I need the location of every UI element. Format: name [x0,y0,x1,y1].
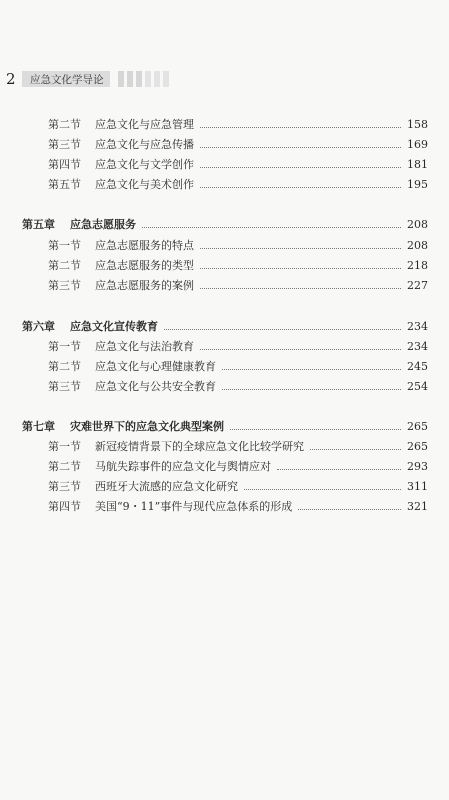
section-title: 应急文化与法治教育 [95,340,194,353]
section-title: 应急文化与美术创作 [95,178,194,191]
toc-section-entry[interactable] [48,458,428,474]
section-title: 应急文化与文学创作 [95,158,194,171]
page-reference: 218 [407,259,428,272]
page-reference: 265 [407,440,428,453]
page-reference: 321 [407,500,428,513]
section-title: 应急志愿服务的案例 [95,279,194,292]
section-number: 第三节 [48,380,81,393]
chapter-number: 第五章 [22,218,55,231]
section-title: 应急文化与应急传播 [95,138,194,151]
toc-section-entry[interactable] [48,478,428,494]
page-reference: 158 [407,118,428,131]
chapter-title: 应急文化宣传教育 [70,320,158,333]
section-number: 第一节 [48,239,81,252]
chapter-title: 灾难世界下的应急文化典型案例 [70,420,224,433]
dot-leader [244,489,401,490]
toc-section-entry[interactable] [48,116,428,132]
page-reference: 169 [407,138,428,151]
section-number: 第四节 [48,500,81,513]
dot-leader [200,268,401,269]
section-title: 新冠疫情背景下的全球应急文化比较学研究 [95,440,304,453]
page-reference: 208 [407,239,428,252]
dot-leader [200,147,401,148]
section-number: 第二节 [48,259,81,272]
toc-section-entry[interactable] [48,257,428,273]
page-reference: 181 [407,158,428,171]
section-number: 第三节 [48,480,81,493]
toc-section-entry[interactable] [48,176,428,192]
dot-leader [200,349,401,350]
header-decoration [118,71,172,87]
toc-section-entry[interactable] [48,277,428,293]
toc-section-entry[interactable] [48,237,428,253]
chapter-number: 第七章 [22,420,55,433]
running-header [6,70,172,88]
section-number: 第一节 [48,340,81,353]
section-title: 马航失踪事件的应急文化与舆情应对 [95,460,271,473]
section-title: 应急志愿服务的类型 [95,259,194,272]
toc-chapter-entry[interactable] [22,216,428,232]
section-title: 应急文化与应急管理 [95,118,194,131]
section-number: 第二节 [48,118,81,131]
dot-leader [310,449,401,450]
section-title: 西班牙大流感的应急文化研究 [95,480,238,493]
dot-leader [200,167,401,168]
section-number: 第三节 [48,279,81,292]
page-reference: 265 [407,420,428,433]
section-number: 第五节 [48,178,81,191]
page-reference: 227 [407,279,428,292]
section-title: 应急志愿服务的特点 [95,239,194,252]
dot-leader [164,329,401,330]
section-title: 应急文化与心理健康教育 [95,360,216,373]
toc-section-entry[interactable] [48,338,428,354]
toc-section-entry[interactable] [48,378,428,394]
section-number: 第二节 [48,460,81,473]
dot-leader [222,389,401,390]
dot-leader [200,288,401,289]
dot-leader [230,429,401,430]
book-title: 应急文化学导论 [22,71,110,87]
section-number: 第一节 [48,440,81,453]
page-reference: 234 [407,340,428,353]
toc-section-entry[interactable] [48,156,428,172]
dot-leader [298,509,401,510]
dot-leader [222,369,401,370]
page-reference: 293 [407,460,428,473]
dot-leader [200,248,401,249]
section-title: 美国“9・11”事件与现代应急体系的形成 [95,500,293,513]
chapter-title: 应急志愿服务 [70,218,136,231]
page-reference: 311 [407,480,428,493]
dot-leader [200,187,401,188]
page-reference: 245 [407,360,428,373]
page-reference: 208 [407,218,428,231]
dot-leader [142,227,401,228]
toc-chapter-entry[interactable] [22,318,428,334]
section-title: 应急文化与公共安全教育 [95,380,216,393]
toc-chapter-entry[interactable] [22,418,428,434]
dot-leader [200,127,401,128]
page-reference: 254 [407,380,428,393]
toc-section-entry[interactable] [48,136,428,152]
toc-section-entry[interactable] [48,358,428,374]
section-number: 第三节 [48,138,81,151]
toc-section-entry[interactable] [48,498,428,514]
page-reference: 234 [407,320,428,333]
page-reference: 195 [407,178,428,191]
dot-leader [277,469,401,470]
page-number: 2 [6,70,16,88]
section-number: 第二节 [48,360,81,373]
section-number: 第四节 [48,158,81,171]
chapter-number: 第六章 [22,320,55,333]
toc-section-entry[interactable] [48,438,428,454]
